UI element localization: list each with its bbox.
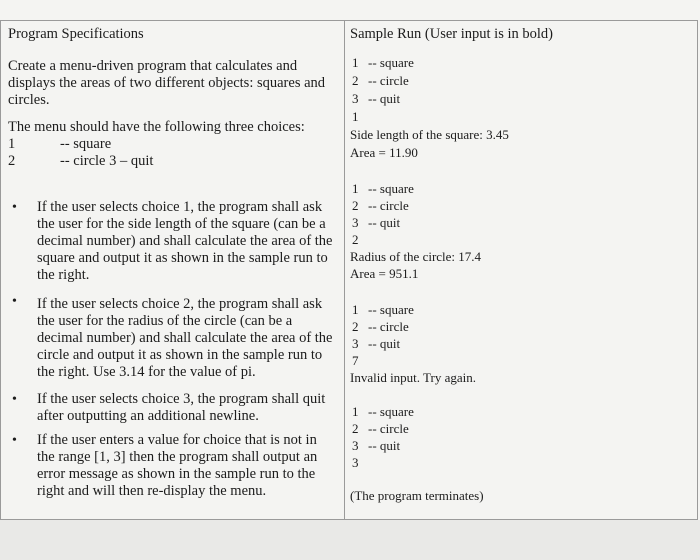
run4-choice: 3 xyxy=(352,455,359,470)
bullet1-line3: decimal number) and shall calculate the area of the xyxy=(37,233,333,249)
column-divider xyxy=(344,20,345,520)
menu4-number-2: 2 xyxy=(352,421,359,436)
menu2-number-2: 2 xyxy=(352,198,359,213)
menu4-number-3: 3 xyxy=(352,438,359,453)
intro-line-2: displays the areas of two different objects: squares and xyxy=(8,75,326,91)
bullet1-line1: If the user selects choice 1, the program shall ask xyxy=(37,199,323,215)
menu4-item-square: -- square xyxy=(368,404,414,419)
run4-terminate-message: (The program terminates) xyxy=(350,488,484,503)
bullet2-line3: decimal number) and shall calculate the area of the xyxy=(37,330,333,346)
bullet2-line5: the right. Use 3.14 for the value of pi. xyxy=(37,364,256,380)
menu-line2-text: -- circle 3 – quit xyxy=(60,153,154,169)
bottom-strip xyxy=(0,520,700,560)
menu1-item-square: -- square xyxy=(368,55,414,70)
menu2-number-3: 3 xyxy=(352,215,359,230)
menu3-number-2: 2 xyxy=(352,319,359,334)
menu4-item-quit: -- quit xyxy=(368,438,401,453)
menu1-number-2: 2 xyxy=(352,73,359,88)
intro-line-3: circles. xyxy=(8,92,50,108)
run1-result: Area = 11.90 xyxy=(350,145,418,160)
bullet1-line4: square and output it as shown in the sample run to xyxy=(37,250,328,266)
menu3-item-circle: -- circle xyxy=(368,319,409,334)
sample-run-title: Sample Run (User input is in bold) xyxy=(350,26,553,42)
menu2-item-quit: -- quit xyxy=(368,215,401,230)
run1-prompt: Side length of the square: 3.45 xyxy=(350,127,509,142)
bullet-marker: • xyxy=(12,392,17,407)
bullet2-line4: circle and output it as shown in the sample run to xyxy=(37,347,323,363)
run3-error-message: Invalid input. Try again. xyxy=(350,370,477,385)
menu1-item-circle: -- circle xyxy=(368,73,409,88)
menu1-item-quit: -- quit xyxy=(368,91,401,106)
spec-title: Program Specifications xyxy=(8,26,144,42)
bullet3-line2: after outputting an additional newline. xyxy=(37,408,259,424)
bullet1-line2: the user for the side length of the square (can be a xyxy=(37,216,326,232)
menu4-number-1: 1 xyxy=(352,404,359,419)
menu-line1-text: -- square xyxy=(60,136,112,152)
intro-line-1: Create a menu-driven program that calculates and xyxy=(8,58,298,74)
run2-prompt: Radius of the circle: 17.4 xyxy=(350,249,482,264)
menu1-number-3: 3 xyxy=(352,91,359,106)
menu-heading: The menu should have the following three choices: xyxy=(8,119,305,135)
menu2-item-circle: -- circle xyxy=(368,198,409,213)
menu3-number-1: 1 xyxy=(352,302,359,317)
menu3-item-quit: -- quit xyxy=(368,336,401,351)
bullet4-line3: error message as shown in the sample run to the xyxy=(37,466,316,482)
bullet-marker: • xyxy=(12,433,17,448)
bullet2-line1: If the user selects choice 2, the program shall ask xyxy=(37,296,323,312)
menu2-number-1: 1 xyxy=(352,181,359,196)
menu3-number-3: 3 xyxy=(352,336,359,351)
bullet1-line5: the right. xyxy=(37,267,90,283)
bullet4-line4: right and will then re-display the menu. xyxy=(37,483,267,499)
menu3-item-square: -- square xyxy=(368,302,414,317)
bullet-marker: • xyxy=(12,200,17,215)
run2-result: Area = 951.1 xyxy=(350,266,419,281)
menu-line2-number: 2 xyxy=(8,153,16,169)
menu-line1-number: 1 xyxy=(8,136,16,152)
run1-choice: 1 xyxy=(352,109,359,124)
menu4-item-circle: -- circle xyxy=(368,421,409,436)
run3-choice: 7 xyxy=(352,353,359,368)
bullet4-line1: If the user enters a value for choice that is not in xyxy=(37,432,317,448)
menu1-number-1: 1 xyxy=(352,55,359,70)
bullet3-line1: If the user selects choice 3, the program shall quit xyxy=(37,391,326,407)
bullet4-line2: the range [1, 3] then the program shall output an xyxy=(37,449,318,465)
menu2-item-square: -- square xyxy=(368,181,414,196)
bullet2-line2: the user for the radius of the circle (can be a xyxy=(37,313,293,329)
run2-choice: 2 xyxy=(352,232,359,247)
bullet-marker: • xyxy=(12,294,17,309)
